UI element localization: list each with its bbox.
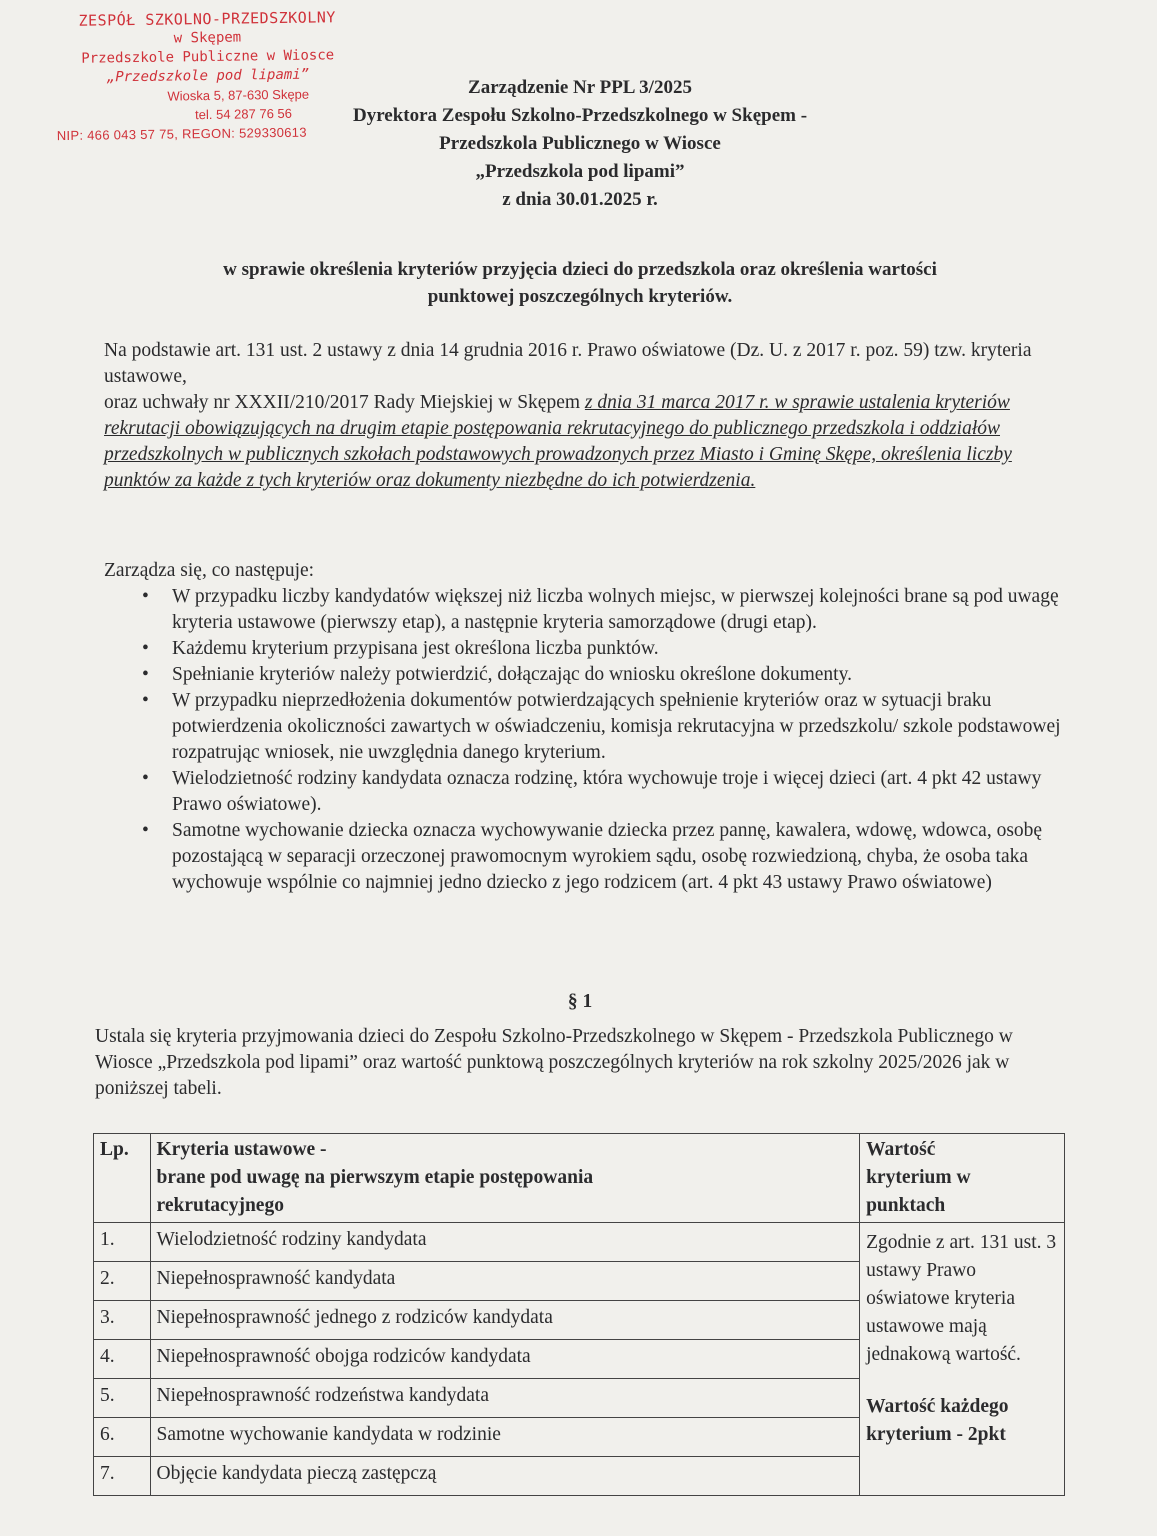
- issuer-line: Przedszkola Publicznego w Wiosce: [439, 133, 721, 154]
- stamp-line: tel. 54 287 76 56: [194, 105, 293, 123]
- stamp-line: ZESPÓŁ SZKOLNO-PRZEDSZKOLNY: [78, 8, 336, 30]
- row-criterion: Niepełnosprawność rodzeństwa kandydata: [150, 1379, 860, 1418]
- issuer-line: „Przedszkola pod lipami”: [475, 161, 685, 182]
- resolution-title: z dnia 31 marca 2017 r. w sprawie ustalenia kryteriów rekrutacji obowiązujących na drugim etapie postępowania rekrutacyjnego do publicznego przedszkola i oddziałów przedszkolnych w publicznych szkołach podstawowych prowadzonych przez Miasto i Gminę Skępe, określenia liczby punktów za każde z tych kryteriów oraz dokumenty niezbędne do ich potwierdzenia.: [104, 392, 1012, 491]
- row-lp: 6.: [94, 1418, 151, 1457]
- list-item: • Spełnianie kryteriów należy potwierdzić, dołączając do wniosku określone dokumenty.: [172, 662, 1064, 688]
- header-line: brane pod uwagę na pierwszym etapie postępowania: [156, 1167, 594, 1188]
- stamp-line: w Skępem: [173, 29, 242, 47]
- header-criteria: [150, 1134, 860, 1223]
- table-row: [94, 1223, 1065, 1262]
- list-item: • W przypadku nieprzedłożenia dokumentów potwierdzających spełnienie kryteriów oraz w sytuacji braku potwierdzenia okoliczności zawartych w oświadczeniu, komisja rekrutacyjna w przedszkolu/ szkole podstawowej rozpatrując wniosek, nie uwzględnia danego kryterium.: [172, 688, 1064, 766]
- criteria-value: [860, 1223, 1065, 1496]
- list-item: • Każdemu kryterium przypisana jest określona liczba punktów.: [172, 636, 1064, 662]
- row-criterion: Niepełnosprawność obojga rodziców kandydata: [150, 1340, 860, 1379]
- section-sign: § 1: [567, 991, 593, 1012]
- legal-basis: [104, 338, 1044, 494]
- header-line: punktach: [866, 1195, 946, 1216]
- section-paragraph: Ustala się kryteria przyjmowania dzieci do Zespołu Szkolno-Przedszkolnego w Skępem - Przedszkola Publicznego w Wiosce „Przedszkola pod lipami” oraz wartość punktową poszczególnych kryteriów na rok szkolny 2025/2026 jak w poniższej tabeli.: [95, 1026, 1013, 1099]
- subject-line: punktowej poszczególnych kryteriów.: [427, 286, 733, 307]
- header-lp: Lp.: [94, 1134, 151, 1223]
- value-points: Wartość każdego kryterium - 2pkt: [866, 1396, 1009, 1445]
- value-note: Zgodnie z art. 131 ust. 3 ustawy Prawo oświatowe kryteria ustawowe mają jednakową wartość.: [866, 1232, 1057, 1365]
- row-lp: 7.: [94, 1457, 151, 1496]
- legal-basis-paragraph: [104, 390, 1044, 494]
- provisions-list: [104, 584, 1064, 896]
- ordinance-number: Zarządzenie Nr PPL 3/2025: [468, 77, 692, 98]
- row-criterion: Niepełnosprawność jednego z rodziców kandydata: [150, 1301, 860, 1340]
- subject-line: w sprawie określenia kryteriów przyjęcia dzieci do przedszkola oraz określenia wartości: [223, 259, 937, 280]
- ordinance-date: z dnia 30.01.2025 r.: [502, 189, 658, 210]
- provisions-intro: Zarządza się, co następuje:: [104, 560, 315, 581]
- stamp-line: NIP: 466 043 57 75, REGON: 529330613: [56, 124, 307, 144]
- row-criterion: Niepełnosprawność kandydata: [150, 1262, 860, 1301]
- header-line: kryterium w: [866, 1167, 971, 1188]
- list-item: • Samotne wychowanie dziecka oznacza wychowywanie dziecka przez pannę, kawalera, wdowę, wdowca, osobę pozostającą w separacji orzeczonej prawomocnym wyrokiem sądu, osobę rozwiedzioną, chyba, że osoba taka wychowuje wspólnie co najmniej jedno dziecko z jego rodzicem (art. 4 pkt 43 ustawy Prawo oświatowe): [172, 818, 1064, 896]
- header-value: [860, 1134, 1065, 1223]
- list-item: • W przypadku liczby kandydatów większej niż liczba wolnych miejsc, w pierwszej kolejności brane są pod uwagę kryteria ustawowe (pierwszy etap), a następnie kryteria samorządowe (drugi etap).: [172, 584, 1064, 636]
- ordinance-provisions: [104, 558, 1064, 896]
- stamp-line: Wioska 5, 87-630 Skępe: [167, 86, 310, 104]
- criteria-table: [93, 1133, 1065, 1496]
- row-criterion: Samotne wychowanie kandydata w rodzinie: [150, 1418, 860, 1457]
- section-text: [95, 1024, 1025, 1102]
- row-lp: 5.: [94, 1379, 151, 1418]
- row-criterion: Wielodzietność rodziny kandydata: [150, 1223, 860, 1262]
- ordinance-subject: [100, 256, 1060, 310]
- row-lp: 2.: [94, 1262, 151, 1301]
- table-header-row: [94, 1134, 1065, 1223]
- header-line: rekrutacyjnego: [156, 1195, 284, 1216]
- resolution-reference: oraz uchwały nr XXXII/210/2017 Rady Miejskiej w Skępem: [104, 392, 585, 413]
- issuer-line: Dyrektora Zespołu Szkolno-Przedszkolnego w Skępem -: [352, 105, 808, 126]
- stamp-line: Przedszkole Publiczne w Wiosce: [81, 47, 335, 67]
- ordinance-heading: [270, 74, 890, 214]
- header-line: Kryteria ustawowe -: [156, 1139, 327, 1160]
- legal-basis-paragraph: Na podstawie art. 131 ust. 2 ustawy z dnia 14 grudnia 2016 r. Prawo oświatowe (Dz. U. z 2017 r. poz. 59) tzw. kryteria ustawowe,: [104, 340, 1032, 387]
- row-criterion: Objęcie kandydata pieczą zastępczą: [150, 1457, 860, 1496]
- row-lp: 4.: [94, 1340, 151, 1379]
- header-line: Wartość: [866, 1139, 936, 1160]
- stamp-line: „Przedszkole pod lipami”: [106, 66, 310, 86]
- list-item: • Wielodzietność rodziny kandydata oznacza rodzinę, która wychowuje troje i więcej dzieci (art. 4 pkt 42 ustawy Prawo oświatowe).: [172, 766, 1064, 818]
- row-lp: 1.: [94, 1223, 151, 1262]
- row-lp: 3.: [94, 1301, 151, 1340]
